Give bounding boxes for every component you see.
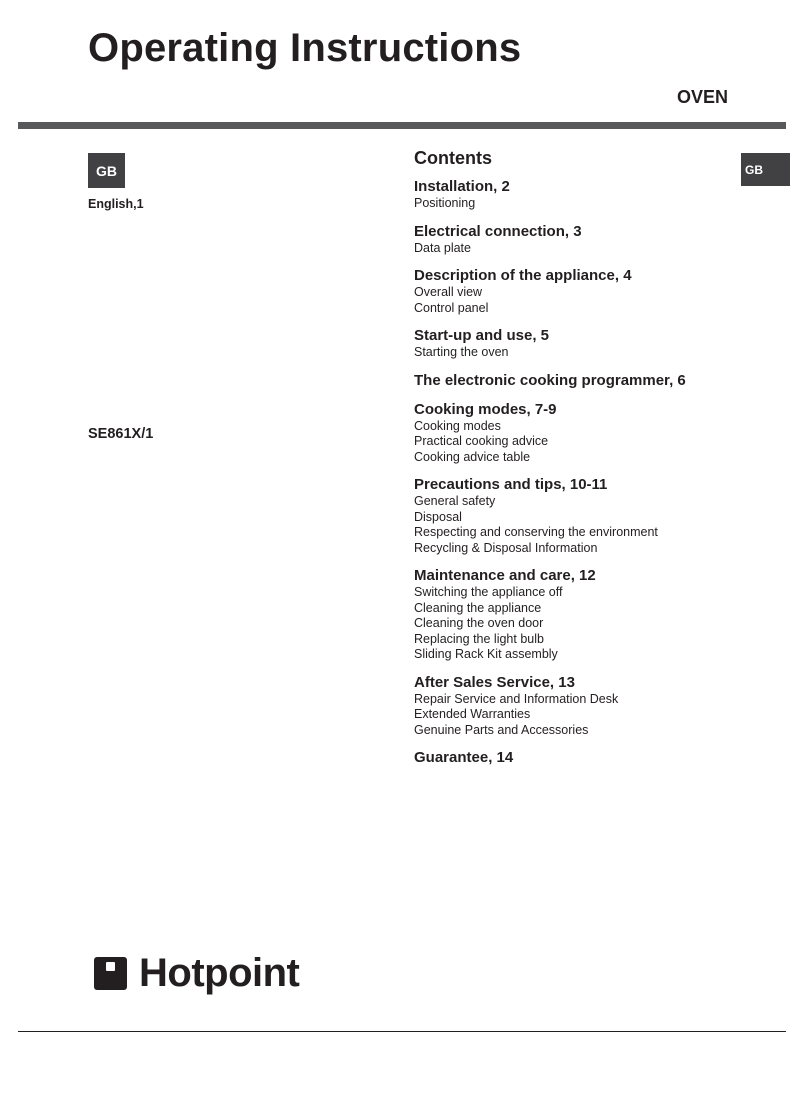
side-language-tab: GB (741, 153, 790, 186)
contents-section (414, 749, 734, 767)
contents-subitem: Genuine Parts and Accessories (414, 722, 589, 737)
contents-subitem: Control panel (414, 300, 489, 315)
contents-section (414, 178, 734, 212)
contents-subitem: Recycling & Disposal Information (414, 540, 598, 555)
contents-subitem: Replacing the light bulb (414, 631, 544, 646)
contents-subitem: Positioning (414, 196, 476, 210)
contents-sections (414, 178, 734, 767)
language-label: English,1 (88, 197, 144, 211)
contents-section (414, 567, 734, 663)
contents-section-title: Cooking modes, 7-9 (414, 400, 557, 418)
contents-section-title: Description of the appliance, 4 (414, 267, 632, 284)
contents-subitem: Cleaning the appliance (414, 600, 542, 615)
contents-section-title: Installation, 2 (414, 178, 510, 195)
contents-subitem: Practical cooking advice (414, 434, 549, 448)
contents-subitem: Cooking modes (414, 418, 501, 433)
contents-subitem: Overall view (414, 285, 483, 299)
contents-heading: Contents (414, 148, 492, 168)
contents-subitem: Cleaning the oven door (414, 616, 544, 630)
contents-section-title: Electrical connection, 3 (414, 222, 582, 240)
contents-subitem: Starting the oven (414, 345, 509, 359)
product-type: OVEN (676, 87, 728, 107)
language-badge: GB (88, 153, 125, 188)
contents-subitem: Repair Service and Information Desk (414, 691, 619, 706)
contents-section-title: Guarantee, 14 (414, 749, 514, 766)
contents-section (414, 267, 734, 316)
contents-subitem: Disposal (414, 509, 462, 524)
contents-section (414, 223, 734, 257)
contents-subitem: Switching the appliance off (414, 585, 563, 599)
table-of-contents (414, 146, 734, 778)
contents-section (414, 476, 734, 556)
contents-section-title: The electronic cooking programmer, 6 (414, 371, 686, 389)
contents-section-title: Start-up and use, 5 (414, 327, 550, 344)
model-number: SE861X/1 (88, 426, 154, 442)
contents-section (414, 372, 734, 390)
contents-section (414, 401, 734, 466)
hotpoint-logo-icon (94, 957, 127, 990)
contents-subitem: Sliding Rack Kit assembly (414, 647, 558, 661)
bottom-divider (18, 1031, 786, 1032)
hotpoint-wordmark: Hotpoint (139, 951, 300, 995)
contents-section-title: Precautions and tips, 10-11 (414, 476, 608, 493)
contents-subitem: Data plate (414, 240, 471, 255)
contents-subitem: Respecting and conserving the environment (414, 525, 658, 539)
contents-section (414, 327, 734, 361)
top-divider (18, 122, 786, 129)
contents-subitem: Extended Warranties (414, 707, 531, 721)
hotpoint-logo (94, 950, 299, 996)
page-title: Operating Instructions (88, 26, 522, 70)
contents-section-title: After Sales Service, 13 (414, 673, 575, 691)
contents-subitem: Cooking advice table (414, 449, 531, 464)
contents-subitem: General safety (414, 494, 496, 508)
contents-section (414, 674, 734, 739)
contents-section-title: Maintenance and care, 12 (414, 567, 596, 584)
